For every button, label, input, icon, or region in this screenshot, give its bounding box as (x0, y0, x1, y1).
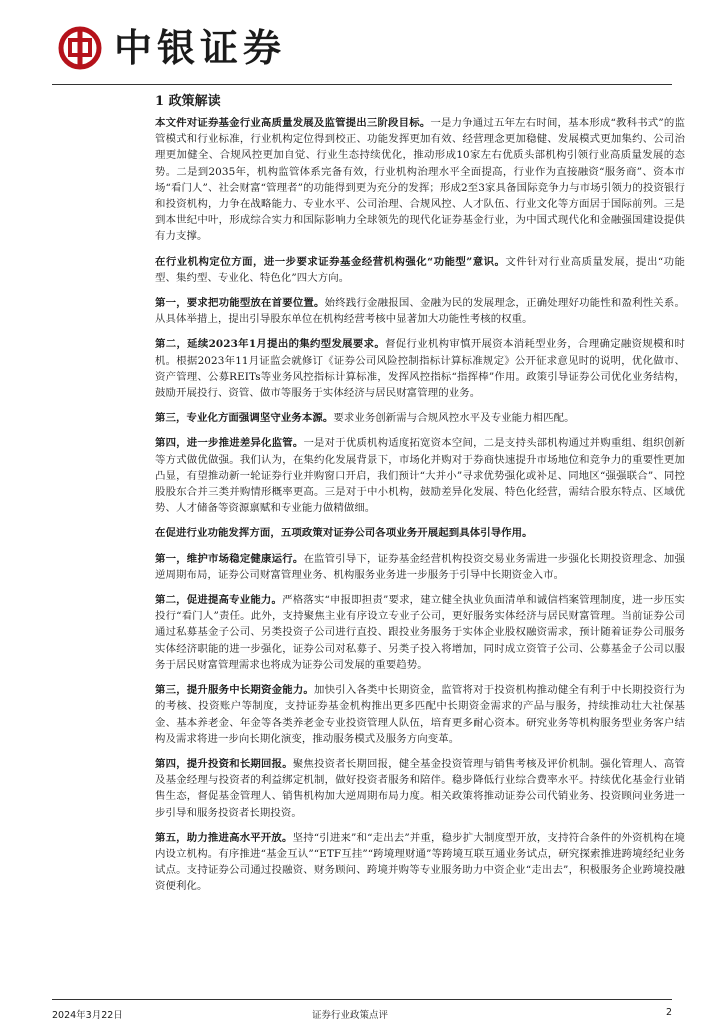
paragraph-lead: 本文件对证券基金行业高质量发展及监管提出三阶段目标。 (155, 117, 431, 129)
paragraph-lead: 在促进行业功能发挥方面，五项政策对证券公司各项业务开展起到具体引导作用。 (155, 527, 533, 540)
paragraph-lead: 第二，延续2023年1月提出的集约型发展要求。 (155, 338, 386, 351)
paragraph-lead: 第一，维护市场稳定健康运行。 (155, 552, 304, 565)
paragraph-body: 坚持“引进来”和“走出去”并重，稳步扩大制度型开放，支持符合条件的外资机构在境内设立机构。有序推进“基金互认”“ETF互挂”“跨境理财通”等跨境互联互通业务试点，研究探索推进跨境经纪业务试点。支持证券公司通过投融资、财务顾问、跨境并购等专业服务助力中资企业“走出去”，积极服务企业跨境投融资便利化。 (155, 831, 685, 893)
bank-of-china-logo-icon (58, 26, 102, 70)
paragraph-body: 加快引入各类中长期资金，监管将对于投资机构推动健全有利于中长期投资行为的考核、投资账户等制度，支持证券基金机构推出更多匹配中长期资金需求的产品与服务，持续推动壮大社保基金、基本养老金、年金等各类养老金专业投资管理人队伍，培育更多耐心资本。研究业务等机构服务型业务客户结构及需求将进一步向长期化演变，推动服务模式及服务方向变革。 (155, 684, 686, 745)
brand-name: 中银证券 (114, 26, 287, 70)
paragraph-lead: 第三，专业化方面强调坚守业务本源。 (155, 412, 334, 425)
paragraph (155, 830, 685, 895)
paragraph-list (155, 115, 685, 895)
page-header (0, 0, 724, 92)
paragraph-lead: 第三，提升服务中长期资金能力。 (155, 684, 315, 697)
paragraph-body: 要求业务创新需与合规风控水平及专业能力相匹配。 (333, 412, 575, 425)
paragraph-body: 一是对于优质机构适度拓宽资本空间，二是支持头部机构通过并购重组、组织创新等方式做优做强。我们认为，在集约化发展背景下，市场化并购对于券商快速提升市场地位和竞争力的重要性更加凸显，有望推动新一轮证券行业并购窗口开启，我们预计“大并小”寻求优势强化或补足、同地区“强强联合”、同控股股东合并三类并购情形概率更高。三是对于中小机构，鼓励差异化发展、特色化经营，需结合股东特点、区域优势、人才储备等资源禀赋和专业能力做精做细。 (155, 437, 685, 515)
paragraph (155, 115, 685, 245)
paragraph (155, 592, 685, 673)
paragraph (155, 435, 685, 516)
paragraph-body: 文件针对行业高质量发展，提出“功能型、集约型、专业化、特色化”四大方向。 (155, 255, 686, 284)
paragraph (155, 551, 685, 583)
footer-date: 2024年3月22日 (52, 1010, 123, 1021)
paragraph (155, 295, 685, 327)
page-number: 2 (665, 1007, 672, 1018)
header-divider (52, 84, 672, 85)
paragraph (155, 336, 685, 401)
paragraph (155, 254, 685, 286)
paragraph (155, 525, 685, 541)
paragraph-body: 严格落实“申报即担责”要求，建立健全执业负面清单和诚信档案管理制度，进一步压实投行“看门人”责任。此外，支持聚焦主业有序设立专业子公司，更好服务实体经济与居民财富管理。当前证券公司通过私募基金子公司、另类投资子公司进行直投、跟投业务服务于实体企业股权融资需求，预计随着证券公司服务实体经济职能的进一步强化，证券公司对私募子、另类子投入将增加，同时成立资管子公司、公募基金子公司以服务于居民财富管理需求也将成为证券公司发展的重要趋势。 (155, 594, 685, 671)
paragraph-body: 始终践行金融报国、金融为民的发展理念，正确处理好功能性和盈利性关系。从具体举措上，提出引导股东单位在机构经营考核中显著加大功能性考核的权重。 (155, 297, 685, 326)
paragraph-lead: 第四，提升投资和长期回报。 (155, 757, 293, 770)
paragraph-body: 督促行业机构审慎开展资本消耗型业务，合理确定融资规模和时机。根据2023年11月证监会就修订《证券公司风险控制指标计算标准规定》公开征求意见时的说明，优化做市、资产管理、公募REITs等业务风控指标计算标准，发挥风控指标“指挥棒”作用。政策引导证券公司优化业务结构，鼓励开展投行、资管、做市等服务于实体经济与居民财富管理的业务。 (155, 338, 686, 400)
paragraph-body: 一是力争通过五年左右时间，基本形成“教科书式”的监管模式和行业标准，行业机构定位得到校正、功能发挥更加有效、经营理念更加稳健、发展模式更加集约、公司治理更加健全、合规风控更加自觉、行业生态持续优化，推动形成10家左右优质头部机构引领行业高质量发展的态势。二是到2035年，机构监管体系完备有效，行业机构治理水平全面提高，行业作为直接融资“服务商”、资本市场“看门人”、社会财富“管理者”的功能得到更为充分的发挥；形成2至3家具备国际竞争力与市场引领力的投资银行和投资机构，力争在战略能力、专业水平、公司治理、合规风控、人才队伍、行业文化等方面居于国际前列。三是到本世纪中叶，形成综合实力和国际影响力全球领先的现代化证券基金行业，为中国式现代化和金融强国建设提供有力支撑。 (155, 117, 685, 243)
paragraph (155, 756, 685, 821)
paragraph-body: 聚焦投资者长期回报，健全基金投资管理与销售考核及评价机制。强化管理人、高管及基金经理与投资者的利益绑定机制，做好投资者服务和陪伴。稳步降低行业综合费率水平。持续优化基金行业销售生态，督促基金管理人、销售机构加大逆周期布局力度。相关政策将推动证券公司代销业务、投资顾问业务进一步引导和服务投资者长期投资。 (155, 757, 685, 819)
document-body (155, 94, 685, 904)
paragraph (155, 410, 685, 426)
paragraph-body: 在监管引导下，证券基金经营机构投资交易业务需进一步强化长期投资理念、加强逆周期布局，证券公司财富管理业务、机构服务业务进一步服务于引导中长期资金入市。 (155, 552, 685, 581)
section-title: 1 政策解读 (155, 94, 221, 109)
footer-divider (52, 999, 672, 1000)
footer-title: 证券行业政策点评 (312, 1010, 389, 1021)
paragraph-lead: 第五，助力推进高水平开放。 (155, 831, 293, 844)
paragraph-lead: 第二，促进提高专业能力。 (155, 594, 283, 607)
paragraph-lead: 第四，进一步推进差异化监管。 (155, 437, 304, 450)
paragraph (155, 682, 685, 747)
paragraph-lead: 在行业机构定位方面，进一步要求证券基金经营机构强化“功能型”意识。 (155, 255, 506, 268)
paragraph-lead: 第一，要求把功能型放在首要位置。 (155, 297, 325, 310)
